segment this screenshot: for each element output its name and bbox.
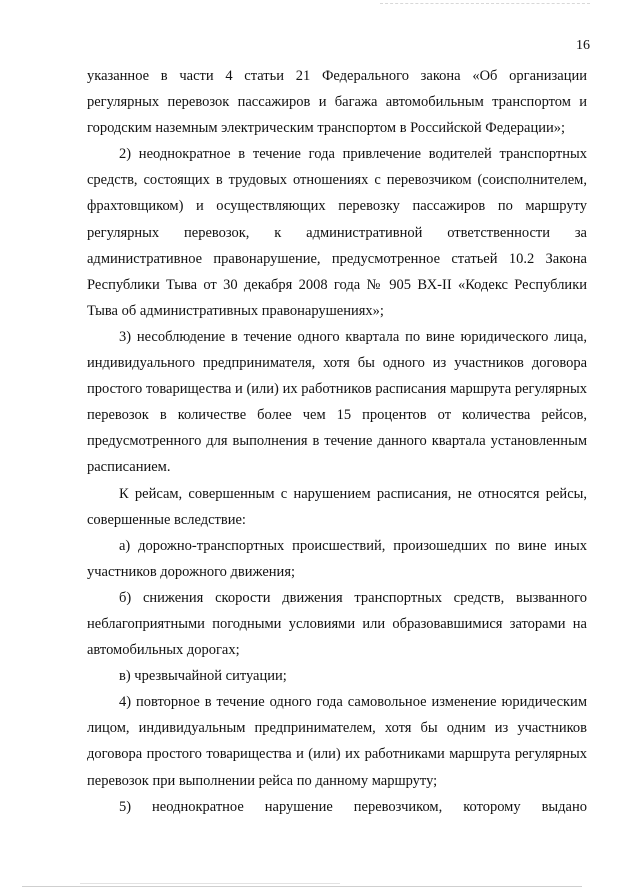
paragraph-1: указанное в части 4 статьи 21 Федерального закона «Об организации регулярных перевозок пассажиров и багажа автомобильным транспортом и городским наземным электрическим транспортом в Российской Федерации»; bbox=[87, 68, 587, 137]
scan-artifact-bottom-2 bbox=[80, 883, 340, 884]
paragraph-7: в) чрезвычайной ситуации; bbox=[119, 668, 287, 685]
document-body bbox=[87, 63, 587, 820]
paragraph-9: 5) неоднократное нарушение перевозчиком, которому выдано bbox=[119, 798, 587, 815]
scan-artifact-bottom bbox=[22, 886, 582, 887]
scan-artifact-top bbox=[380, 3, 590, 6]
paragraph-8: 4) повторное в течение одного года самовольное изменение юридическим лицом, индивидуальным предпринимателем, хотя бы одним из участников договора простого товарищества и (или) их работниками маршрута регулярных перевозок при выполнении рейса по данному маршруту; bbox=[87, 694, 587, 789]
page-number: 16 bbox=[576, 38, 590, 53]
paragraph-6: б) снижения скорости движения транспортных средств, вызванного неблагоприятными погодными условиями или образовавшимися заторами на автомобильных дорогах; bbox=[87, 589, 587, 659]
paragraph-4: К рейсам, совершенным с нарушением расписания, не относятся рейсы, совершенные вследствие: bbox=[87, 485, 587, 528]
paragraph-3: 3) несоблюдение в течение одного квартала по вине юридического лица, индивидуального предпринимателя, хотя бы одного из участников договора простого товарищества и (или) их работников расписания маршрута регулярных перевозок в количестве более чем 15 процентов от количества рейсов, предусмотренного для выполнения в течение данного квартала установленным расписанием. bbox=[87, 328, 587, 476]
paragraph-5: а) дорожно-транспортных происшествий, произошедших по вине иных участников дорожного движения; bbox=[87, 537, 587, 580]
paragraph-2: 2) неоднократное в течение года привлечение водителей транспортных средств, состоящих в трудовых отношениях с перевозчиком (соисполнителем, фрахтовщиком) и осуществляющих перевозку пассажиров по маршруту регулярных перевозок, к административной ответственности за административное правонарушение, предусмотренное статьей 10.2 Закона Республики Тыва от 30 декабря 2008 года № 905 ВХ-II «Кодекс Республики Тыва об административных правонарушениях»; bbox=[87, 146, 587, 319]
